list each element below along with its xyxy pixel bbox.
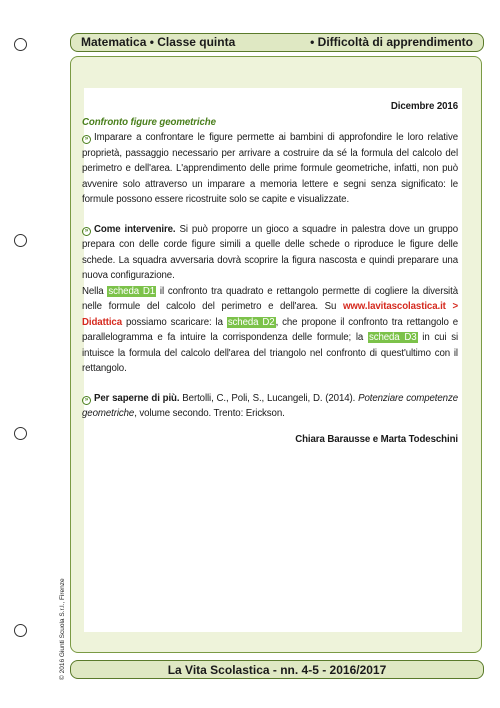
paragraph-intervention: » Come intervenire. Si può proporre un gioco a squadre in palestra dove un gruppo prepara con delle corde figure simili a quelle delle schede o riproduce le figure delle schede. La squadra avversaria dovrà scoprire la figura nascosta e quindi preparare una nuova configurazione. bbox=[82, 223, 458, 281]
lead-label: Come intervenire. bbox=[94, 223, 176, 235]
paragraph-intro: » Imparare a confrontare le figure permette ai bambini di approfondire le loro relative proprietà, passaggio necessario per arrivare a costruire da sé la formula del calcolo del perimetro e dell'area. L'apprendimento delle prime formule geometriche, infatti, non può avvenire solo attraverso un imparare a memoria lettere e segni senza significato: le formule possono essere ricostruite solo se capite e visualizzate. bbox=[82, 132, 458, 205]
bullet-icon: » bbox=[82, 396, 91, 405]
article-date: Dicembre 2016 bbox=[390, 101, 458, 112]
header-topic: • Difficoltà di apprendimento bbox=[310, 35, 473, 49]
binder-hole-2 bbox=[14, 234, 27, 247]
bullet-icon: » bbox=[82, 135, 91, 144]
book-title: Potenziare competenze geometriche bbox=[82, 392, 458, 419]
authors: Chiara Barausse e Marta Todeschini bbox=[295, 433, 458, 445]
worksheet-d1-link[interactable]: scheda D1 bbox=[108, 285, 156, 297]
bullet-icon: » bbox=[82, 227, 91, 236]
paragraph-worksheets: Nella scheda D1 il confronto tra quadrato e rettangolo permette di cogliere la diversità nelle formule del calcolo del perimetro e dell'area. Su www.lavitascolastica.it > Didattica possiamo scaricare: la scheda D2, che propone il confronto tra rettangolo e parallelogramma e fa intuire la corrispondenza delle formule; la scheda D3 in cui si intuisce la formula del calcolo dell'area del triangolo nel confronto di quest'ultimo con il rettangolo. bbox=[82, 285, 459, 374]
paragraph-references: » Per saperne di più. Bertolli, C., Poli, S., Lucangeli, D. (2014). Potenziare competenze geometriche, volume secondo. Trento: Erickson. bbox=[82, 392, 458, 419]
section-title: Confronto figure geometriche bbox=[82, 116, 216, 128]
footer-publication: La Vita Scolastica - nn. 4-5 - 2016/2017 bbox=[167, 663, 387, 677]
binder-hole-3 bbox=[14, 427, 27, 440]
lead-label: Per saperne di più. bbox=[94, 392, 180, 404]
article-body bbox=[82, 99, 458, 447]
copyright-notice: © 2016 Giunti Scuola S.r.l., Firenze bbox=[59, 578, 66, 680]
binder-hole-1 bbox=[14, 38, 27, 51]
worksheet-d3-link[interactable]: scheda D3 bbox=[368, 332, 417, 343]
footer-bar bbox=[70, 660, 484, 679]
worksheet-d2-link[interactable]: scheda D2 bbox=[227, 316, 275, 328]
header-subject: Matematica • Classe quinta bbox=[81, 35, 236, 49]
binder-hole-4 bbox=[14, 624, 27, 637]
website-link[interactable]: www.lavitascolastica.it > Didattica bbox=[82, 301, 458, 328]
header-bar bbox=[70, 33, 484, 52]
